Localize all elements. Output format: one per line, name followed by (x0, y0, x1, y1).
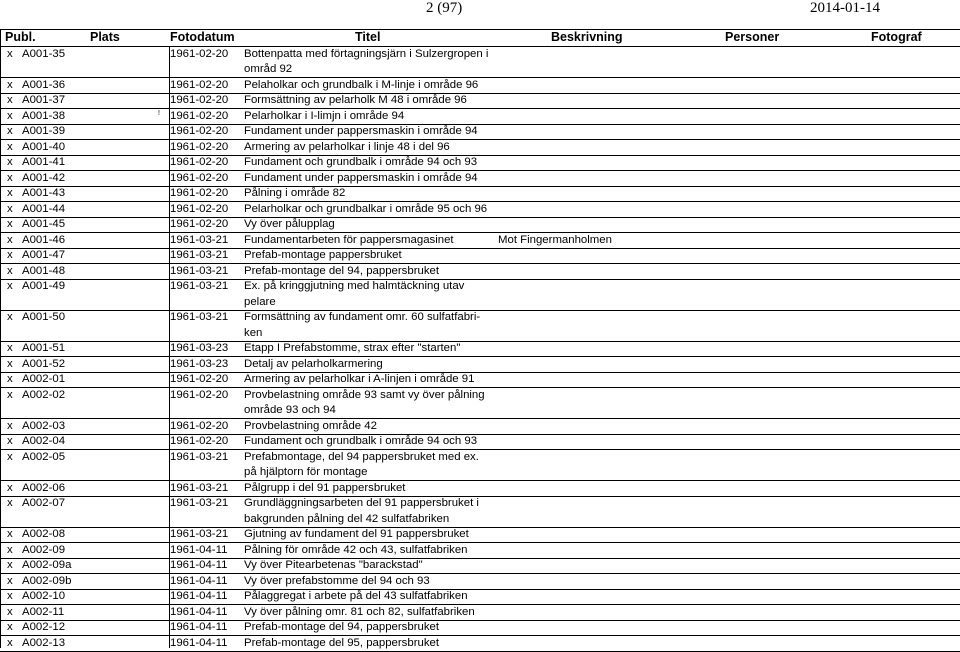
titel-cell (244, 217, 504, 233)
titel-line: Pålaggregat i arbete på del 43 sulfatfabriken (244, 590, 468, 602)
titel-cell (244, 310, 504, 341)
fotodatum-cell: 1961-04-11 (170, 543, 228, 556)
publ-cell: x (7, 264, 13, 277)
fotodatum-cell: 1961-02-20 (170, 78, 229, 91)
publ-cell: x (7, 528, 13, 540)
titel-cell (244, 93, 504, 109)
titel-cell (244, 78, 504, 94)
publ-cell: x (7, 388, 13, 401)
plats-cell: A001-38 (22, 109, 66, 122)
titel-cell (244, 605, 504, 621)
titel-line: Fundament och grundbalk i område 94 och 93 (244, 156, 478, 168)
fotodatum-cell: 1961-03-23 (170, 342, 229, 354)
titel-cell (244, 481, 504, 497)
titel-line: Bottenpatta med förtagningsjärn i Sulzergropen i (244, 47, 489, 60)
publ-cell: x (7, 373, 13, 385)
header-personer: Personer (725, 30, 780, 44)
publ-cell: x (7, 450, 13, 463)
table-row (0, 388, 960, 419)
fotodatum-cell: 1961-02-20 (170, 373, 229, 385)
header-beskrivning: Beskrivning (551, 30, 623, 44)
titel-line: Formsättning av fundament omr. 60 sulfatfabri- (244, 311, 481, 323)
fotodatum-cell: 1961-03-21 (170, 481, 229, 494)
titel-line: Vy över pålning omr. 81 och 82, sulfatfabriken (244, 605, 475, 618)
plats-cell: A001-37 (22, 94, 66, 106)
fotodatum-cell: 1961-03-21 (170, 497, 229, 509)
publ-cell: x (7, 605, 13, 618)
publ-cell: x (7, 590, 13, 602)
publ-cell: x (7, 78, 13, 91)
titel-cell (244, 574, 504, 590)
titel-line: Fundament under pappersmaskin i område 94 (244, 125, 478, 137)
titel-cell (244, 140, 504, 156)
plats-cell: A002-12 (22, 621, 66, 633)
table-row (0, 264, 960, 280)
fotodatum-cell: 1961-02-20 (170, 218, 229, 230)
table-row (0, 93, 960, 109)
fotodatum-cell: 1961-02-20 (170, 94, 229, 106)
fotodatum-cell: 1961-02-20 (170, 435, 229, 447)
plats-cell: A001-47 (22, 249, 66, 261)
titel-line: Vy över prefabstomme del 94 och 93 (244, 574, 430, 587)
titel-cell (244, 620, 504, 636)
publ-cell: x (7, 435, 13, 447)
titel-cell (244, 636, 504, 652)
titel-line: Ex. på kringgjutning med halmtäckning utav (244, 280, 465, 292)
plats-cell: A002-09b (22, 574, 72, 587)
titel-cell (244, 47, 504, 78)
publ-cell: x (7, 94, 13, 106)
plats-cell: A001-36 (22, 78, 66, 91)
titel-line: Fundament under pappersmaskin i område 94 (244, 171, 478, 184)
plats-cell: A002-01 (22, 373, 66, 385)
publ-cell: x (7, 156, 13, 168)
titel-line: ken (244, 326, 263, 339)
fotodatum-cell: 1961-03-21 (170, 528, 229, 540)
table-row (0, 186, 960, 202)
titel-line: Prefab-montage del 95, pappersbruket (244, 636, 440, 649)
titel-cell (244, 171, 504, 187)
publ-cell: x (7, 109, 13, 122)
table-row (0, 450, 960, 481)
fotodatum-cell: 1961-02-20 (170, 388, 229, 401)
page-date: 2014-01-14 (810, 0, 880, 16)
fotodatum-cell: 1961-03-21 (170, 249, 229, 261)
plats-cell: A001-45 (22, 218, 66, 230)
plats-cell: A002-05 (22, 450, 66, 463)
plats-cell: A001-43 (22, 187, 66, 199)
publ-cell: x (7, 543, 13, 556)
publ-cell: x (7, 280, 13, 292)
plats-cell: A001-35 (22, 47, 66, 60)
titel-cell (244, 496, 504, 527)
table-row (0, 310, 960, 341)
fotodatum-cell: 1961-04-11 (170, 636, 228, 649)
titel-cell (244, 264, 504, 280)
titel-cell (244, 357, 504, 373)
fotodatum-cell: 1961-04-11 (170, 574, 228, 587)
table-row (0, 589, 960, 605)
plats-cell: A001-41 (22, 156, 66, 168)
publ-cell: x (7, 47, 13, 60)
publ-cell: x (7, 481, 13, 494)
titel-line: område 93 och 94 (244, 404, 336, 416)
fotodatum-cell: 1961-03-21 (170, 311, 229, 323)
publ-cell: x (7, 419, 13, 432)
publ-cell: x (7, 202, 13, 215)
table-row (0, 636, 960, 652)
titel-line: Fundament och grundbalk i område 94 och 93 (244, 435, 478, 447)
table-row (0, 620, 960, 636)
titel-cell (244, 527, 504, 543)
titel-line: Fundamentarbeten för pappersmagasinet (244, 233, 454, 246)
fotodatum-cell: 1961-03-21 (170, 280, 229, 292)
header-titel: Titel (355, 30, 381, 44)
table-header (0, 30, 960, 47)
titel-line: Grundläggningsarbeten del 91 pappersbruket i (244, 497, 479, 509)
plats-cell: A002-10 (22, 590, 66, 602)
table-row (0, 155, 960, 171)
titel-cell (244, 124, 504, 140)
fotodatum-cell: 1961-02-20 (170, 140, 229, 153)
titel-cell (244, 233, 504, 249)
table-row (0, 543, 960, 559)
titel-cell (244, 155, 504, 171)
titel-cell (244, 186, 504, 202)
fotodatum-cell: 1961-04-11 (170, 621, 228, 633)
header-fotograf: Fotograf (871, 30, 922, 44)
publ-cell: x (7, 218, 13, 230)
titel-line: områd 92 (244, 63, 293, 75)
table-row (0, 434, 960, 450)
fotodatum-cell: 1961-02-20 (170, 125, 229, 137)
fotodatum-cell: 1961-03-23 (170, 357, 229, 370)
publ-cell: x (7, 559, 13, 571)
titel-line: Pålning för område 42 och 43, sulfatfabriken (244, 543, 468, 556)
plats-cell: A001-48 (22, 264, 66, 277)
plats-cell: A001-46 (22, 233, 66, 246)
plats-cell: A001-40 (22, 140, 66, 153)
row-rule (0, 651, 960, 652)
plats-cell: A001-49 (22, 280, 66, 292)
plats-cell: A002-13 (22, 636, 66, 649)
titel-line: Prefab-montage del 94, pappersbruket (244, 621, 440, 633)
publ-cell: x (7, 140, 13, 153)
table-row (0, 527, 960, 543)
publ-cell: x (7, 171, 13, 184)
beskrivning-cell: Mot Fingermanholmen (498, 233, 612, 246)
plats-cell: A002-11 (22, 605, 65, 618)
titel-line: Pålning i område 82 (244, 187, 346, 199)
plats-cell: A001-44 (22, 202, 66, 215)
titel-line: Pelaholkar och grundbalk i M-linje i område 96 (244, 78, 479, 91)
titel-cell (244, 248, 504, 264)
titel-cell (244, 279, 504, 310)
publ-cell: x (7, 574, 13, 587)
table-row (0, 202, 960, 218)
table-row (0, 481, 960, 497)
fotodatum-cell: 1961-02-20 (170, 419, 229, 432)
titel-line: Provbelastning område 42 (244, 419, 377, 432)
table-row (0, 357, 960, 373)
titel-line: Pelarholkar och grundbalkar i område 95 och 96 (244, 202, 488, 215)
table-row (0, 574, 960, 590)
table-row (0, 341, 960, 357)
publ-cell: x (7, 233, 13, 246)
titel-cell (244, 434, 504, 450)
titel-line: Prefabmontage, del 94 pappersbruket med ex. (244, 450, 479, 463)
page-number: 2 (97) (426, 0, 463, 16)
titel-line: bakgrunden pålning del 42 sulfatfabriken (244, 512, 450, 525)
table-row (0, 217, 960, 233)
titel-line: Pålgrupp i del 91 pappersbruket (244, 481, 406, 494)
header-fotodatum: Fotodatum (170, 30, 235, 44)
header-publ: Publ. (5, 30, 36, 44)
publ-cell: x (7, 249, 13, 261)
titel-line: Prefab-montage del 94, pappersbruket (244, 264, 440, 277)
titel-cell (244, 419, 504, 435)
titel-line: pelare (244, 295, 276, 308)
titel-line: på hjälptorn för montage (244, 466, 368, 478)
publ-cell: x (7, 636, 13, 649)
fotodatum-cell: 1961-02-20 (170, 202, 229, 215)
publ-cell: x (7, 497, 13, 509)
titel-line: Armering av pelarholkar i A-linjen i område 91 (244, 373, 475, 385)
titel-line: Provbelastning område 93 samt vy över pålning (244, 388, 485, 401)
titel-cell (244, 450, 504, 481)
titel-cell (244, 372, 504, 388)
plats-cell: A001-42 (22, 171, 66, 184)
fotodatum-cell: 1961-02-20 (170, 171, 229, 184)
titel-line: Armering av pelarholkar i linje 48 i del 96 (244, 140, 450, 153)
plats-cell: A001-51 (22, 342, 66, 354)
table-row (0, 279, 960, 310)
table-row (0, 124, 960, 140)
publ-cell: x (7, 357, 13, 370)
fotodatum-cell: 1961-02-20 (170, 47, 229, 60)
plats-cell: A002-03 (22, 419, 66, 432)
fotodatum-cell: 1961-02-20 (170, 109, 229, 122)
publ-cell: x (7, 342, 13, 354)
plats-cell: A001-39 (22, 125, 66, 137)
fotodatum-cell: 1961-04-11 (170, 559, 228, 571)
fotodatum-cell: 1961-02-20 (170, 156, 229, 168)
titel-cell (244, 341, 504, 357)
titel-line: Etapp I Prefabstomme, strax efter "starten" (244, 342, 461, 354)
table-row (0, 233, 960, 249)
publ-cell: x (7, 187, 13, 199)
plats-cell: A001-52 (22, 357, 66, 370)
header-plats: Plats (90, 30, 120, 44)
table-row (0, 109, 960, 125)
table-row (0, 496, 960, 527)
titel-line: Vy över Pitearbetenas "barackstad" (244, 559, 423, 571)
titel-line: Formsättning av pelarholk M 48 i område 96 (244, 94, 467, 106)
table-row (0, 171, 960, 187)
fotodatum-cell: 1961-03-21 (170, 450, 229, 463)
header-top-rule (0, 29, 960, 30)
table-row (0, 140, 960, 156)
fotodatum-cell: 1961-03-21 (170, 264, 229, 277)
publ-cell: x (7, 311, 13, 323)
plats-cell: A002-09 (22, 543, 66, 556)
plats-cell: A002-08 (22, 528, 66, 540)
titel-line: Gjutning av fundament del 91 pappersbruket (244, 528, 469, 540)
titel-cell (244, 388, 504, 419)
table-row (0, 605, 960, 621)
table-row (0, 47, 960, 78)
table-row (0, 248, 960, 264)
fotodatum-cell: 1961-02-20 (170, 187, 229, 199)
table-row (0, 558, 960, 574)
titel-cell (244, 202, 504, 218)
titel-cell (244, 589, 504, 605)
publ-cell: x (7, 621, 13, 633)
table-row (0, 419, 960, 435)
plats-cell: A002-09a (22, 559, 72, 571)
plats-cell: A002-07 (22, 497, 66, 509)
titel-cell (244, 543, 504, 559)
titel-cell (244, 558, 504, 574)
plats-cell: A002-04 (22, 435, 66, 447)
titel-line: Pelarholkar i I-limjn i område 94 (244, 109, 405, 122)
table-row (0, 78, 960, 94)
publ-cell: x (7, 125, 13, 137)
tick-mark: ! (158, 109, 160, 117)
plats-cell: A002-02 (22, 388, 66, 401)
plats-cell: A002-06 (22, 481, 66, 494)
fotodatum-cell: 1961-03-21 (170, 233, 229, 246)
titel-line: Prefab-montage pappersbruket (244, 249, 402, 261)
fotodatum-cell: 1961-04-11 (170, 605, 228, 618)
fotodatum-cell: 1961-04-11 (170, 590, 228, 602)
plats-cell: A001-50 (22, 311, 66, 323)
table-row (0, 372, 960, 388)
titel-cell (244, 109, 504, 125)
titel-line: Vy över pålupplag (244, 218, 335, 230)
titel-line: Detalj av pelarholkarmering (244, 357, 383, 370)
